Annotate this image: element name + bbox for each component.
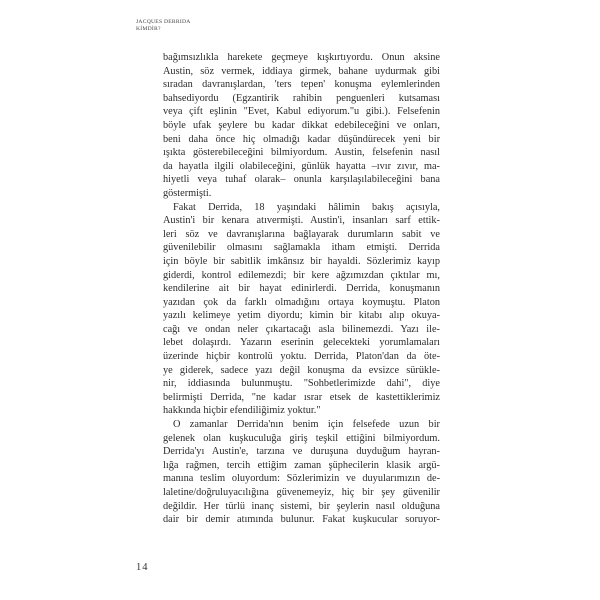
text-line: lığa rağmen, tercih ettiğim zaman şüphecilerin klasik argü-	[163, 459, 440, 471]
text-line: beni daha önce hiç olmadığı kadar düşündürecek yeni bir	[163, 133, 440, 145]
text-line: kendilerine ait bir hayat edinirlerdi. Derrida, konuşmanın	[163, 283, 440, 295]
text-line: ye giderek, sadece yazı değil konuşma da evsizce sürükle-	[163, 364, 440, 376]
text-line: için böyle bir sabitlik imkânsız bir hayaldi. Sözlerimiz kayıp	[163, 255, 440, 267]
text-line: leri söz ve davranışlarına bağlayarak durumların sabit ve	[163, 228, 440, 240]
text-line: ışıkta gösterebileceğini bilmiyordum. Austin, felsefenin nasıl	[163, 147, 440, 159]
text-line: göstermişti.	[163, 187, 212, 199]
text-line: hakkında hiçbir efendiliğimiz yoktur."	[163, 405, 321, 417]
text-line: yazıdan çok da farklı olmadığını ortaya koymuştu. Platon	[163, 296, 440, 308]
text-line: veya çift eşlinin "Evet, Kabul ediyorum."u gibi.). Felsefenin	[163, 106, 440, 118]
text-line: güvenilebilir olmasını sağlamakla itham etmişti. Derrida	[163, 242, 440, 254]
header-title: KİMDİR?	[136, 25, 161, 32]
text-line: sıradan davranışlardan, 'ters tepen' konuşma eylemlerinden	[163, 79, 440, 91]
page-number: 14	[136, 562, 149, 573]
text-line: yazılı kelimeye yetim diyordu; kimin bir kitabı alıp okuya-	[163, 310, 440, 322]
text-line: lebet dolaşırdı. Yazarın eserinin gelecekteki yorumlamaları	[163, 337, 440, 349]
text-line: cağı ve ondan neler çıkartacağı asla bilinemezdi. Yazı ile-	[163, 323, 440, 335]
text-line: Fakat Derrida, 18 yaşındaki hâlimin bakış açısıyla,	[173, 201, 440, 213]
text-line: giderdi, kontrol edilemezdi; bir kere ağzımızdan çıktılar mı,	[163, 269, 440, 281]
header-author: JACQUES DERRIDA	[136, 19, 191, 25]
text-line: değildir. Her türlü inanç sistemi, bir şeylerin nasıl olduğuna	[163, 500, 440, 512]
text-line: nir, iddiasında bulunmuştu. "Sohbetlerimizde dahi", diye	[163, 378, 440, 390]
text-line: bahsediyordu (Egzantirik rahibin penguenleri kutsaması	[163, 92, 440, 104]
text-line: dair bir demir atımında bulunur. Fakat kuşkucular soruyor-	[163, 514, 440, 526]
text-line: belirmişti Derrida, "ne kadar ısrar etsek de kastettiklerimiz	[163, 391, 440, 403]
body-text	[163, 51, 440, 527]
paragraph	[163, 201, 440, 419]
text-line: manına teslim oluyordum: Sözlerimizin ve duyularımızın de-	[163, 473, 440, 485]
text-line: hiyetli veya tuhaf olarak– onunla karşılaşılabileceğini bana	[163, 174, 440, 186]
text-line: Derrida'yı Austin'e, tarzına ve duruşuna duyduğum hayran-	[163, 446, 440, 458]
paragraph	[163, 418, 440, 527]
running-header	[136, 19, 191, 32]
text-line: böyle ufak şeylere bu kadar dikkat edebileceğini ve onları,	[163, 119, 440, 131]
text-line: Austin, söz vermek, iddiaya girmek, bahane uydurmak gibi	[163, 65, 440, 77]
text-line: O zamanlar Derrida'nın benim için felsefede uzun bir	[173, 419, 440, 431]
text-line: gelenek olan kuşkuculuğa giriş teşkil ettiğini bilmiyordum.	[163, 432, 440, 444]
text-line: Austin'i bir kenara atıvermişti. Austin'i, insanları sarf ettik-	[163, 215, 440, 227]
text-line: laletine/doğruluyacılığına güvenemeyiz, hiç bir şey güvenilir	[163, 487, 440, 498]
paragraph	[163, 51, 440, 201]
text-line: bağımsızlıkla harekete geçmeye kışkırtıyordu. Onun aksine	[163, 52, 440, 63]
text-line: üzerinde hiçbir kontrolü yoktu. Derrida, Platon'dan da öte-	[163, 351, 440, 363]
text-line: da hayatla ilgili olabileceğini, günlük hayatta –ıvır zıvır, ma-	[163, 160, 440, 172]
